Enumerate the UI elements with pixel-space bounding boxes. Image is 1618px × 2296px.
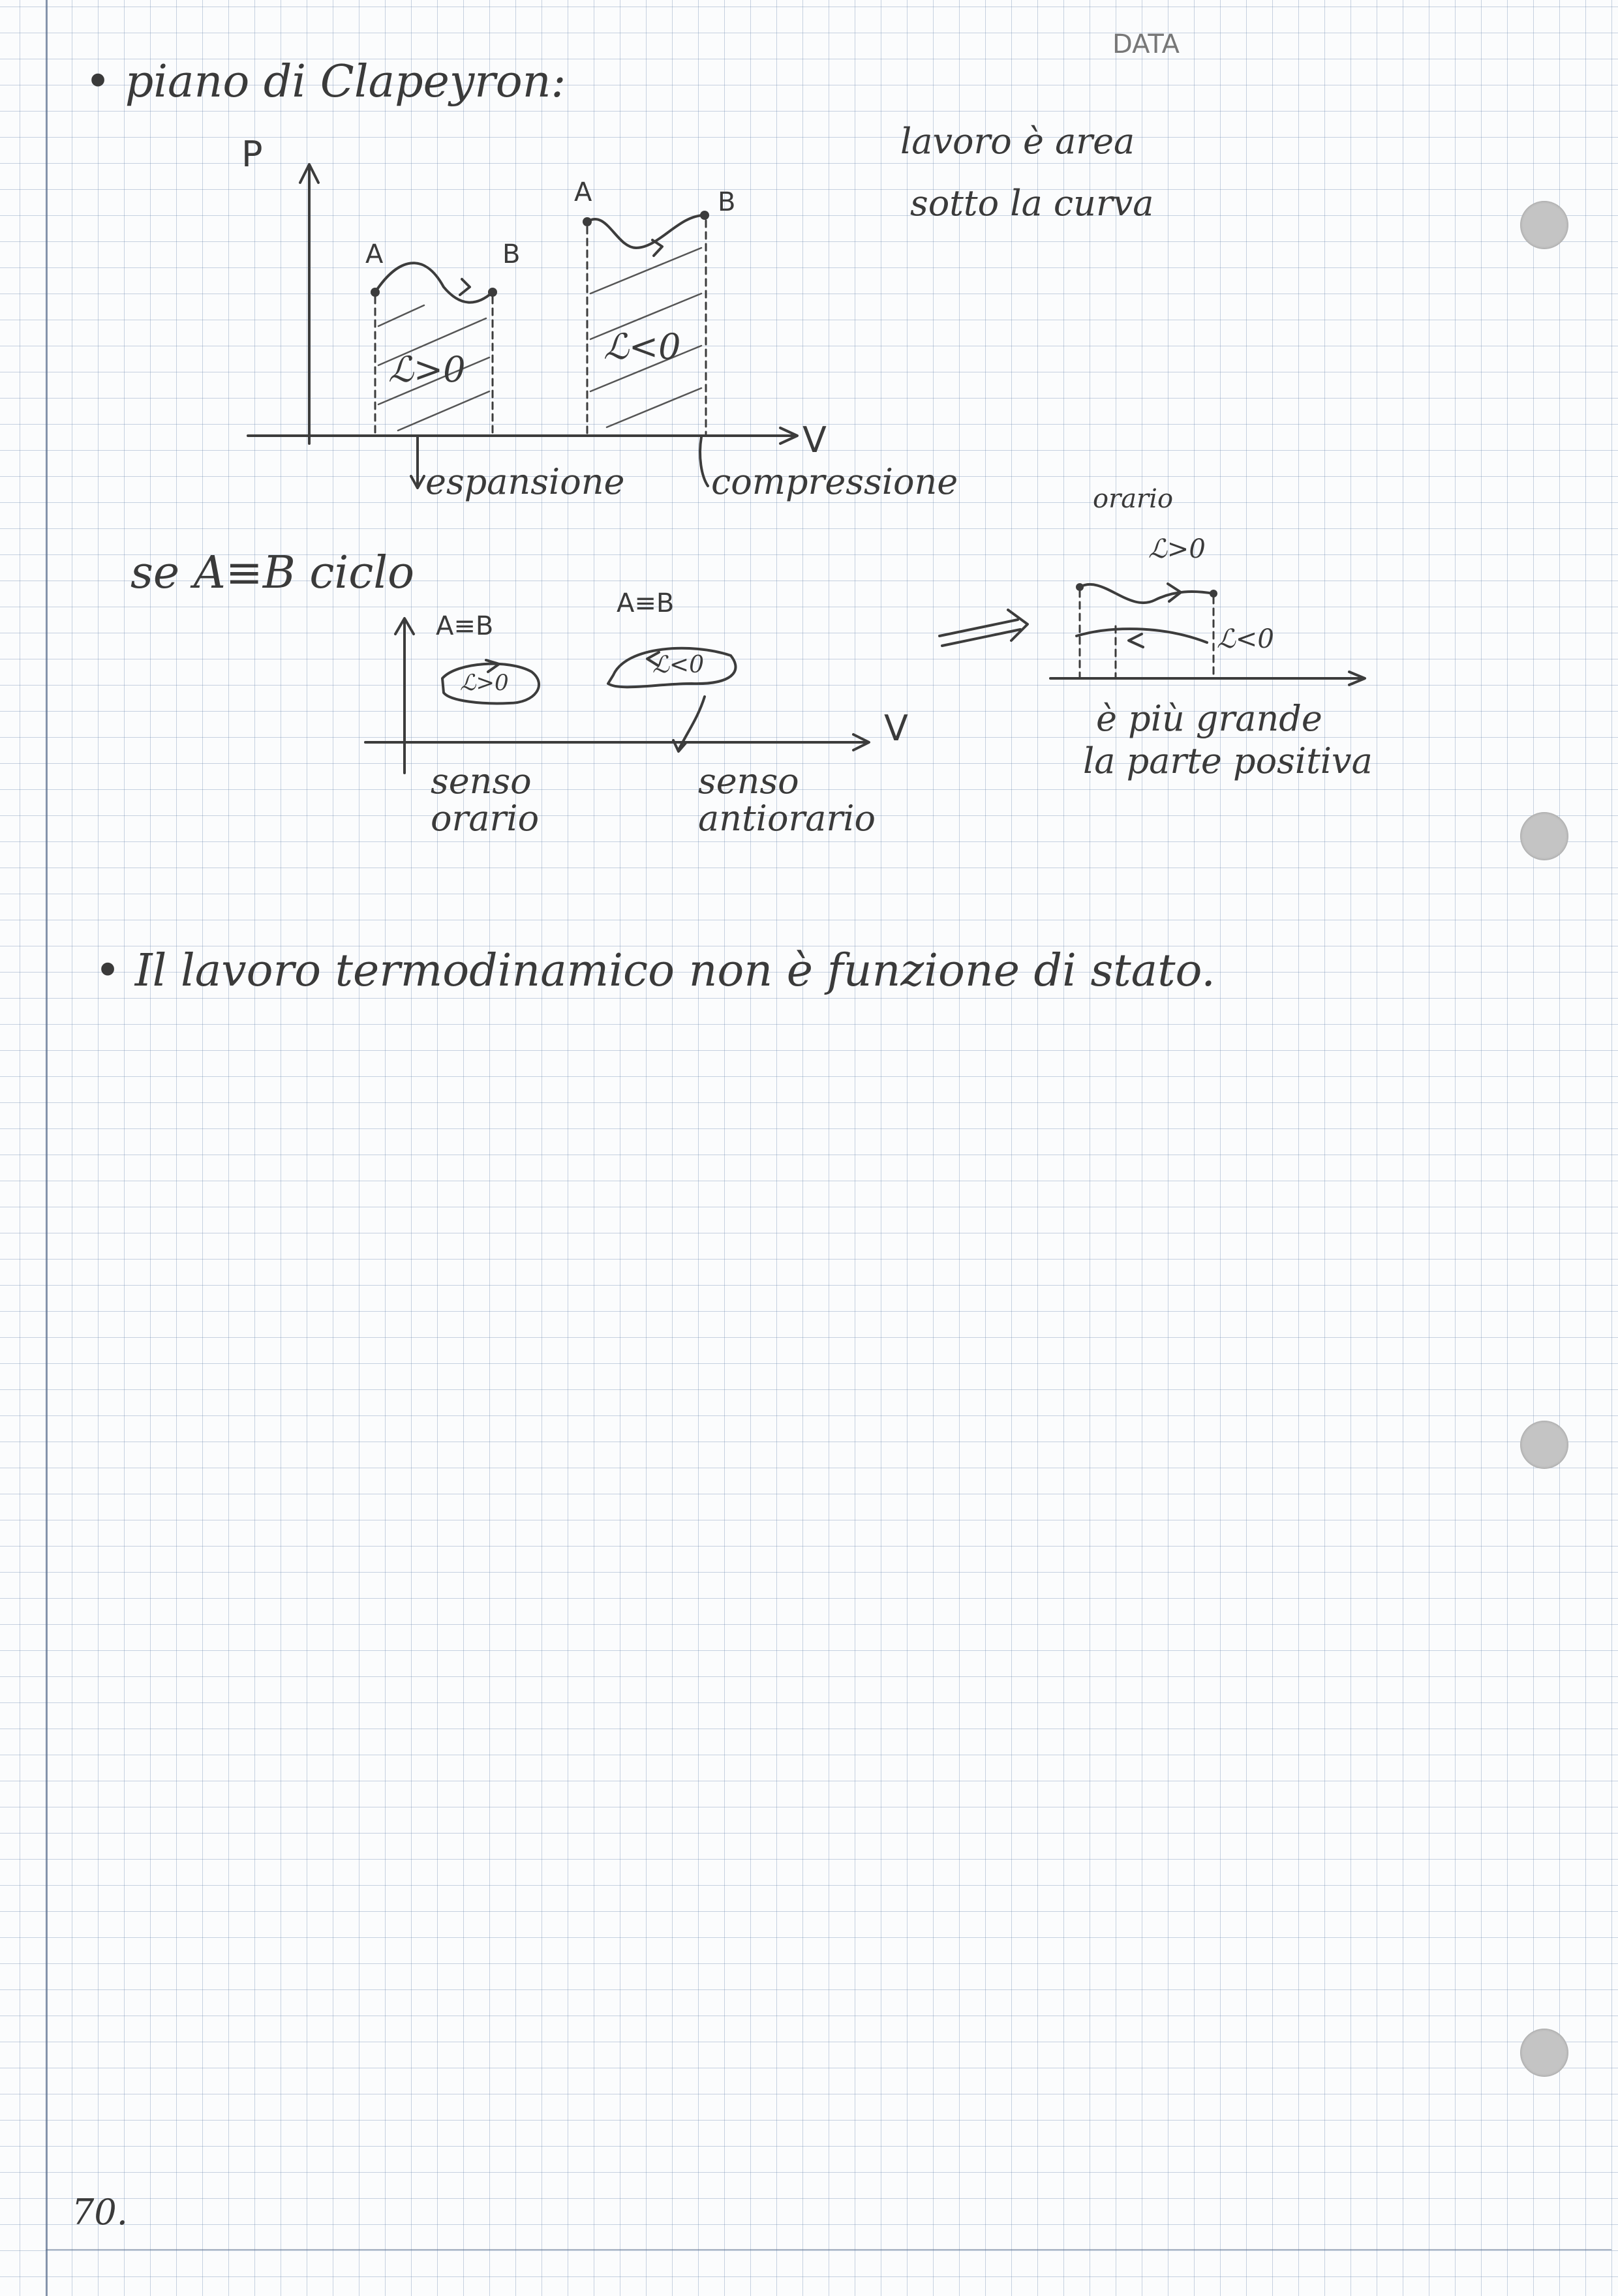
conclusion-line-1: è più grande xyxy=(1096,698,1322,739)
conclusion-line-2: la parte positiva xyxy=(1083,740,1373,781)
compression-label: compressione xyxy=(711,461,958,502)
compression-pointer xyxy=(700,437,708,486)
point-b-2-dot xyxy=(700,211,709,220)
axis-label-p: P xyxy=(241,134,263,175)
expansion-curve xyxy=(375,263,493,302)
work-negative-label: ℒ<0 xyxy=(603,326,681,367)
point-b-1-dot xyxy=(488,288,497,297)
page-number: 70. xyxy=(72,2192,128,2233)
expansion-label: espansione xyxy=(425,461,625,502)
point-label-a-2: A xyxy=(574,177,592,207)
point-a-1-dot xyxy=(371,288,380,297)
cycle1-work: ℒ>0 xyxy=(460,670,509,696)
date-label: DATA xyxy=(1112,29,1180,59)
section-title-clapeyron: • piano di Clapeyron: xyxy=(85,56,566,108)
sense-clockwise: senso orario xyxy=(431,761,540,839)
point-label-b-1: B xyxy=(502,239,521,269)
orario-heading: orario xyxy=(1093,484,1174,514)
implies-arrowhead xyxy=(1008,610,1028,641)
orario-work-negative: ℒ<0 xyxy=(1217,624,1274,654)
note-line-2: sotto la curva xyxy=(910,183,1154,224)
orario-work-positive: ℒ>0 xyxy=(1148,534,1206,564)
statement-work-not-state-function: • Il lavoro termodinamico non è funzione di stato. xyxy=(95,945,1215,997)
comparison-upper-curve xyxy=(1080,584,1214,603)
compression-arrowhead xyxy=(652,240,662,256)
sense-counterclockwise: senso antiorario xyxy=(698,761,876,839)
cycle-condition: se A≡B ciclo xyxy=(130,547,415,599)
work-positive-label: ℒ>0 xyxy=(388,349,466,390)
point-a-2-dot xyxy=(583,217,592,226)
cycle2-label: A≡B xyxy=(617,588,675,618)
comparison-lower-curve xyxy=(1076,629,1207,642)
point-label-b-2: B xyxy=(718,187,736,217)
expansion-arrowhead xyxy=(460,279,470,295)
note-line-1: lavoro è area xyxy=(900,121,1135,162)
axis-label-v: V xyxy=(802,419,827,461)
point-label-a-1: A xyxy=(365,239,384,269)
cycle2-work: ℒ<0 xyxy=(652,652,704,678)
cycle-axis-label-v: V xyxy=(884,708,908,749)
compression-curve xyxy=(587,215,705,248)
cycle1-label: A≡B xyxy=(436,611,494,641)
